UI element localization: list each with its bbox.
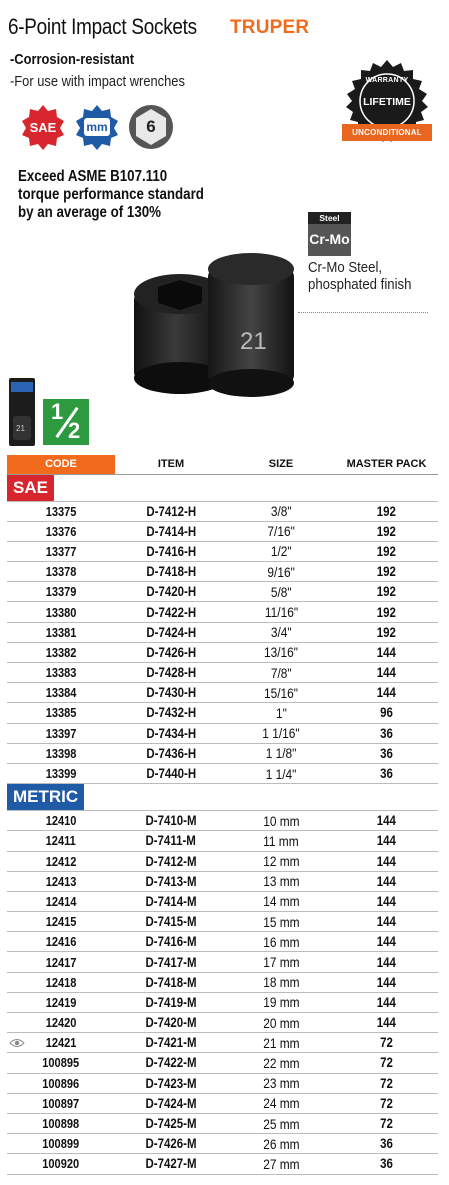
cell-code: 100899 [42,1136,80,1152]
table-row [7,723,438,743]
cell-size: 9/16" [267,563,295,580]
spec-badges [20,104,180,150]
cell-master-pack: 192 [376,503,397,519]
warranty-seal [340,58,434,152]
cell-item: D-7422-M [145,1055,197,1071]
table-row [7,972,438,992]
warranty-top: WARRANTY [365,77,409,84]
cell-code: 12417 [45,954,77,970]
cell-size: 7/16" [267,523,295,540]
steel-desc-line-2: phosphated finish [308,276,412,293]
table-row [7,1113,438,1133]
product-photo [130,237,300,407]
table-row [7,1033,438,1053]
product-table [7,455,438,1175]
cell-code: 13376 [45,523,77,539]
cell-item: D-7411-M [145,833,197,849]
sae-badge-label: SAE [29,119,57,135]
cell-code: 12418 [45,974,77,990]
table-row [7,763,438,783]
cell-master-pack: 144 [376,1015,397,1031]
cell-item: D-7420-M [145,1015,197,1031]
table-row [7,521,438,541]
metric-section-label: METRIC [7,784,84,810]
header-size: SIZE [227,455,335,474]
cell-size: 15 mm [262,913,300,930]
socket-image [130,237,300,407]
cell-master-pack: 36 [380,766,393,782]
sae-section-row [7,474,438,501]
cell-code: 13398 [45,745,77,761]
cell-size: 13/16" [263,644,298,661]
cell-item: D-7421-M [145,1035,197,1051]
cell-item: D-7418-M [145,974,197,990]
header-code: CODE [7,455,115,474]
feature-corrosion: -Corrosion-resistant [10,51,135,68]
callout-line [298,312,428,313]
cell-code: 13377 [45,543,77,559]
cell-item: D-7440-H [146,766,196,782]
header-item: ITEM [115,455,227,474]
table-row [7,1013,438,1033]
steel-badge-code: Cr-Mo [309,231,350,247]
cell-code: 100898 [42,1116,80,1132]
table-header-row [7,455,438,474]
cell-master-pack: 144 [376,665,397,681]
table-row [7,1134,438,1154]
cell-master-pack: 144 [376,994,397,1010]
cell-size: 7/8" [270,664,292,681]
cell-size: 12 mm [262,853,300,870]
table-row [7,622,438,642]
cell-master-pack: 36 [380,745,393,761]
cell-master-pack: 144 [376,893,397,909]
cell-code: 13375 [45,503,77,519]
drive-size-icon [43,399,89,445]
cell-master-pack: 144 [376,934,397,950]
table-row [7,501,438,521]
performance-line-3: by an average of 130% [18,204,162,221]
cell-item: D-7414-M [145,893,197,909]
cell-size: 16 mm [262,933,300,950]
cell-master-pack: 144 [376,914,397,930]
cell-size: 26 mm [262,1135,300,1152]
cell-size: 22 mm [262,1054,300,1071]
cell-item: D-7412-H [146,503,196,519]
cell-code: 13399 [45,766,77,782]
table-row [7,1154,438,1174]
cell-master-pack: 144 [376,873,397,889]
package-marking: 21 [16,424,25,433]
cell-size: 11 mm [263,832,299,849]
cell-code: 100895 [42,1055,80,1071]
cell-item: D-7432-H [146,705,196,721]
page-title: 6-Point Impact Sockets [8,14,197,39]
cell-master-pack: 36 [380,1156,393,1172]
table-row [7,1093,438,1113]
table-row [7,912,438,932]
cell-code: 13385 [45,705,77,721]
sae-badge-icon [20,104,66,150]
cell-item: D-7426-M [145,1136,197,1152]
cell-code: 13397 [45,725,77,741]
cell-master-pack: 144 [376,954,397,970]
cell-code: 12421 [45,1035,77,1051]
feature-impact: -For use with impact wrenches [10,73,185,90]
cell-item: D-7424-H [146,624,196,640]
table-row [7,703,438,723]
table-row [7,831,438,851]
eye-icon[interactable] [9,1038,25,1048]
cell-code: 12416 [45,934,77,950]
brand-logo: TRUPER [230,17,310,38]
cell-code: 12411 [45,833,77,849]
cell-item: D-7416-H [146,543,196,559]
steel-description [308,259,411,293]
cell-master-pack: 72 [380,1055,393,1071]
table-row [7,541,438,561]
cell-item: D-7417-M [145,954,197,970]
drive-numerator: 1 [51,399,64,424]
cell-item: D-7410-M [145,813,197,829]
cell-size: 25 mm [262,1115,300,1132]
cell-code: 100897 [42,1095,80,1111]
cell-master-pack: 192 [376,543,397,559]
cell-master-pack: 192 [376,523,397,539]
cell-size: 21 mm [262,1034,300,1051]
cell-master-pack: 192 [376,624,397,640]
cell-code: 13384 [45,685,77,701]
table-row [7,952,438,972]
cell-item: D-7434-H [146,725,196,741]
socket-size-marking: 21 [240,328,267,355]
warranty-ribbon: UNCONDITIONAL [342,124,432,141]
cell-master-pack: 72 [380,1095,393,1111]
cell-master-pack: 144 [376,833,397,849]
cell-item: D-7419-M [145,994,197,1010]
table-row [7,663,438,683]
cell-size: 17 mm [262,954,300,971]
cell-code: 13381 [45,624,77,640]
cell-master-pack: 144 [376,853,397,869]
table-row [7,1073,438,1093]
table-row [7,642,438,662]
steel-badge-label: Steel [308,212,351,224]
cell-item: D-7413-M [145,873,197,889]
cell-item: D-7416-M [145,934,197,950]
table-row [7,891,438,911]
header [8,10,438,42]
table-row [7,871,438,891]
sae-section-label: SAE [7,475,54,501]
cell-size: 23 mm [262,1075,300,1092]
cell-size: 1/2" [270,543,292,560]
cell-code: 12414 [45,893,77,909]
warranty-middle: LIFETIME [363,96,411,108]
table-body [7,474,438,1174]
table-row [7,851,438,871]
cell-size: 10 mm [262,812,300,829]
table-row [7,932,438,952]
cell-size: 3/4" [270,624,292,641]
cell-code: 13378 [45,564,77,580]
cell-master-pack: 192 [376,604,397,620]
cell-item: D-7424-M [145,1095,197,1111]
cell-master-pack: 96 [380,705,393,721]
cell-master-pack: 72 [380,1075,393,1091]
mm-badge-label: mm [86,120,108,134]
cell-item: D-7426-H [146,644,196,660]
cell-item: D-7425-M [145,1116,197,1132]
cell-master-pack: 144 [376,974,397,990]
steel-badge [308,212,351,256]
cell-item: D-7430-H [146,685,196,701]
cell-master-pack: 144 [376,644,397,660]
cell-code: 13382 [45,644,77,660]
table-row [7,1053,438,1073]
package-photo [9,378,35,446]
cell-code: 12415 [45,914,77,930]
cell-size: 1 1/16" [262,725,300,742]
cell-code: 100920 [42,1156,80,1172]
table-row [7,582,438,602]
cell-size: 1 1/8" [265,745,297,762]
cell-item: D-7422-H [146,604,196,620]
six-point-label: 6 [146,117,156,136]
table-row [7,602,438,622]
cell-code: 12410 [45,813,77,829]
cell-size: 18 mm [262,974,300,991]
cell-code: 12412 [45,853,77,869]
performance-line-2: torque performance standard [18,186,204,203]
table-row [7,811,438,831]
cell-size: 1 1/4" [265,765,297,782]
cell-size: 19 mm [262,994,300,1011]
cell-master-pack: 72 [380,1035,393,1051]
cell-code: 100896 [42,1075,80,1091]
steel-desc-line-1: Cr-Mo Steel, [308,259,383,276]
six-point-icon [128,104,174,150]
cell-size: 11/16" [264,604,298,621]
mm-badge-icon [74,104,120,150]
metric-section-row [7,784,438,811]
cell-size: 3/8" [270,503,292,520]
performance-line-1: Exceed ASME B107.110 [18,168,168,185]
cell-size: 24 mm [262,1095,300,1112]
cell-item: D-7436-H [146,745,196,761]
cell-item: D-7423-M [145,1075,197,1091]
package-image [9,378,35,446]
performance-text [18,168,204,222]
drive-denominator: 2 [68,418,81,443]
table-row [7,683,438,703]
cell-code: 12419 [45,994,77,1010]
cell-size: 15/16" [263,684,298,701]
cell-item: D-7420-H [146,584,196,600]
cell-code: 13380 [45,604,77,620]
cell-size: 14 mm [262,893,300,910]
cell-master-pack: 192 [376,564,397,580]
cell-master-pack: 144 [376,813,397,829]
cell-item: D-7412-M [145,853,197,869]
cell-size: 20 mm [262,1014,300,1031]
cell-master-pack: 36 [380,725,393,741]
cell-item: D-7418-H [146,564,196,580]
cell-code: 13379 [45,584,77,600]
cell-size: 1" [275,704,287,721]
cell-item: D-7428-H [146,665,196,681]
cell-code: 13383 [45,665,77,681]
table-row [7,992,438,1012]
table-row [7,562,438,582]
cell-master-pack: 72 [380,1116,393,1132]
cell-master-pack: 36 [380,1136,393,1152]
cell-item: D-7414-H [146,523,196,539]
table-row [7,743,438,763]
cell-code: 12413 [45,873,77,889]
cell-item: D-7427-M [145,1156,197,1172]
cell-size: 13 mm [262,873,300,890]
cell-item: D-7415-M [145,914,197,930]
header-master-pack: MASTER PACK [335,455,438,474]
cell-size: 27 mm [262,1155,300,1172]
cell-master-pack: 144 [376,685,397,701]
cell-master-pack: 192 [376,584,397,600]
cell-size: 5/8" [270,583,292,600]
cell-code: 12420 [45,1015,77,1031]
